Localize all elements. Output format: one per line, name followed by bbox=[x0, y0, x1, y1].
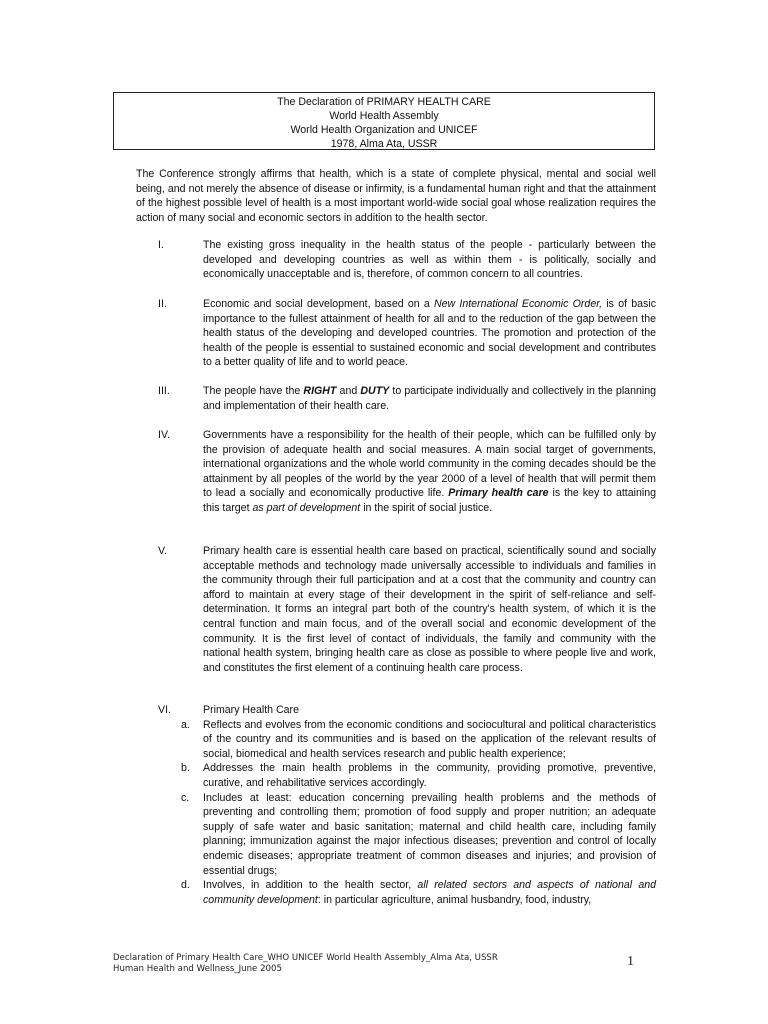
article-vi bbox=[136, 703, 656, 907]
title-box bbox=[113, 92, 655, 150]
article-text: The people have the RIGHT and DUTY to participate individually and collectively in the planning and implementation of their health care. bbox=[203, 385, 656, 412]
list-item-c bbox=[181, 791, 656, 879]
list-letter: d. bbox=[181, 879, 190, 892]
article-iii bbox=[136, 384, 656, 413]
list-text: Addresses the main health problems in the community, providing promotive, preventive, curative, and rehabilitative services accordingly. bbox=[203, 762, 656, 789]
article-i bbox=[136, 238, 656, 282]
article-iv bbox=[136, 428, 656, 516]
article-number: I. bbox=[158, 239, 164, 251]
list-text: Includes at least: education concerning prevailing health problems and the methods of preventing and controlling them; promotion of food supply and proper nutrition; an adequate supply of safe water and basic sanitation; maternal and child health care, including family planning; immunization against the major infectious diseases; prevention and control of locally endemic diseases; appropriate treatment of common diseases and injuries; and provision of essential drugs; bbox=[203, 791, 656, 877]
page-number: 1 bbox=[627, 954, 634, 969]
list-item-b bbox=[181, 761, 656, 790]
article-v bbox=[136, 544, 656, 675]
page-footer bbox=[113, 953, 658, 975]
title-line-2: World Health Assembly bbox=[329, 110, 439, 122]
article-text: Primary health care is essential health care based on practical, scientifically sound and socially acceptable methods and technology made universally accessible to individuals and families in the community through their full participation and at a cost that the community and country can afford to maintain at every stage of their development in the spirit of self-reliance and self-determination. It forms an integral part both of the country's health system, of which it is the central function and main focus, and of the overall social and economic development of the community. It is the first level of contact of individuals, the family and community with the national health system, bringing health care as close as possible to where people live and work, and constitutes the first element of a continuing health care process. bbox=[203, 545, 656, 674]
article-number: V. bbox=[158, 545, 168, 557]
intro-paragraph: The Conference strongly affirms that health, which is a state of complete physical, mental and social well being, and not merely the absence of disease or infirmity, is a fundamental human right and that the attainment of the highest possible level of health is a most important world-wide social goal whose realization requires the action of many social and economic sectors in addition to the health sector. bbox=[136, 168, 656, 224]
list-text: Reflects and evolves from the economic conditions and sociocultural and political characteristics of the country and its communities and is based on the application of the relevant results of social, biomedical and health services research and public health experience; bbox=[203, 718, 656, 760]
article-heading: Primary Health Care bbox=[203, 704, 299, 716]
title-line-1: The Declaration of PRIMARY HEALTH CARE bbox=[277, 96, 491, 108]
list-letter: c. bbox=[181, 791, 190, 804]
article-number: II. bbox=[158, 298, 167, 310]
article-text: The existing gross inequality in the health status of the people - particularly between the developed and developing countries as well as within them - is politically, socially and economically unacceptable and is, therefore, of common concern to all countries. bbox=[203, 239, 656, 281]
article-number: III. bbox=[158, 385, 170, 397]
title-line-3: World Health Organization and UNICEF bbox=[290, 124, 478, 136]
list-letter: b. bbox=[181, 762, 190, 775]
list-letter: a. bbox=[181, 718, 190, 731]
list-text: Involves, in addition to the health sector, all related sectors and aspects of national and community development: in particular agriculture, animal husbandry, food, industry, bbox=[203, 879, 656, 906]
list-item-a bbox=[181, 718, 656, 762]
list-item-d bbox=[181, 878, 656, 907]
article-ii bbox=[136, 297, 656, 370]
title-line-4: 1978, Alma Ata, USSR bbox=[330, 138, 438, 150]
article-number: IV. bbox=[158, 429, 170, 441]
footer-line-1: Declaration of Primary Health Care_WHO UNICEF World Health Assembly_Alma Ata, USSR bbox=[113, 953, 498, 963]
article-number: VI. bbox=[158, 704, 171, 716]
footer-line-2: Human Health and Wellness_June 2005 bbox=[113, 964, 282, 974]
article-text: Economic and social development, based on a New International Economic Order, is of basic importance to the fullest attainment of health for all and to the reduction of the gap between the health status of the developing and developed countries. The promotion and protection of the health of the people is essential to sustained economic and social development and contributes to a better quality of life and to world peace. bbox=[203, 298, 656, 369]
article-text: Governments have a responsibility for the health of their people, which can be fulfilled only by the provision of adequate health and social measures. A main social target of governments, international organizations and the whole world community in the coming decades should be the attainment by all peoples of the world by the year 2000 of a level of health that will permit them to lead a socially and economically productive life. Primary health care is the key to attaining this target as part of development in the spirit of social justice. bbox=[203, 429, 657, 514]
